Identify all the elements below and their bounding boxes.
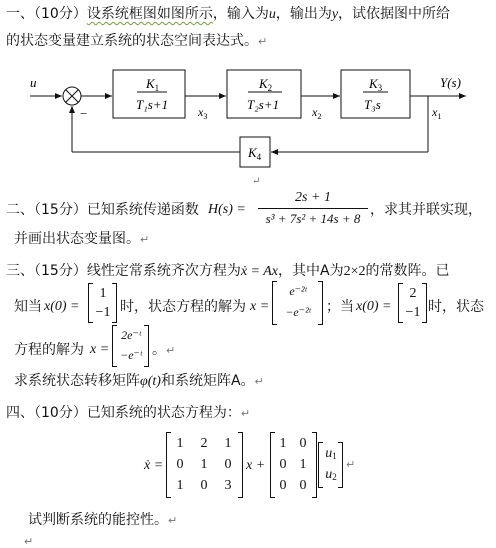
a13: 1 — [224, 436, 232, 451]
return-mark-icon: ↵ — [258, 35, 268, 48]
minus-sign: − — [80, 106, 88, 121]
x1-label: $x_1$ — [432, 105, 442, 121]
a12: 2 — [200, 436, 208, 451]
return-mark-icon: ↵ — [346, 458, 356, 471]
q2-tail: ，求其并联实现， — [370, 202, 482, 218]
block1-den: T₁s+1 — [136, 97, 169, 112]
a23: 0 — [224, 457, 232, 472]
a32: 0 — [200, 478, 208, 493]
b22: 1 — [299, 457, 307, 472]
x3-label: $x_3$ — [198, 105, 208, 121]
q3-x0-bot: −1 — [95, 305, 111, 320]
q3-x0b-top: 2 — [409, 286, 417, 301]
q2-line2 — [14, 232, 149, 246]
q1-text: ，输入为 — [212, 6, 269, 22]
q3-period: 。 — [152, 342, 166, 358]
q1-line1 — [6, 7, 450, 22]
a33: 3 — [224, 478, 232, 493]
q1-number: 一、（10分） — [6, 6, 87, 22]
return-mark-icon: ↵ — [168, 514, 178, 527]
q1-y: y — [331, 7, 339, 22]
q3-x0b: x(0) = — [356, 299, 392, 314]
u1-symbol: u — [325, 446, 333, 461]
return-mark-icon: ↵ — [166, 344, 176, 357]
q3-line1 — [6, 264, 450, 279]
q2-H: H(s) = — [208, 202, 246, 217]
feedback-gain: $K_4$ — [248, 145, 262, 162]
q2-line2-text: 并画出状态变量图。 — [14, 231, 140, 247]
q3-semi: ；当 — [326, 299, 354, 315]
return-mark-icon: ↵ — [24, 535, 34, 548]
q3-line4-text: 求系统状态转移矩阵 — [14, 373, 140, 389]
u2-symbol: u — [325, 467, 333, 482]
b32: 0 — [299, 478, 307, 493]
block3-num: $K_3$ — [369, 76, 383, 93]
q3-x0: x(0) = — [44, 299, 80, 314]
output-label: Y(s) — [440, 75, 461, 90]
q4-xdot: ẋ = — [144, 458, 164, 473]
q3-dim: 2×2 — [343, 264, 366, 279]
matrix-bracket-right — [144, 325, 149, 367]
b31: 0 — [279, 478, 287, 493]
q2-text: 二、（15分）已知系统传递函数 — [6, 202, 199, 218]
q1-text-2: ，输出为 — [275, 6, 332, 22]
q3-text: 三、（15分）线性定常系统齐次方程为 — [6, 263, 241, 279]
matrix-bracket-right — [112, 283, 117, 323]
q2-numerator: 2s + 1 — [295, 190, 331, 205]
q1-u: u — [268, 7, 276, 22]
a22: 1 — [200, 457, 208, 472]
q4-text: 四、（10分）已知系统的状态方程为： — [6, 405, 241, 421]
q2-line1 — [6, 203, 199, 217]
q3-sol1-bot: −e⁻²ᵗ — [285, 305, 311, 319]
a11: 1 — [176, 436, 184, 451]
input-label: u — [30, 75, 37, 90]
q1-text-3: ，试依据图中所给 — [338, 6, 451, 22]
return-mark-icon: ↵ — [252, 176, 261, 187]
a31: 1 — [176, 478, 184, 493]
q3-x0b-bot: −1 — [405, 305, 421, 320]
q3-x0-top: 1 — [99, 286, 107, 301]
q4-last-line — [28, 513, 177, 527]
q3-xeq: x = — [250, 299, 270, 314]
b12: 0 — [299, 436, 307, 451]
q3-line4 — [14, 374, 264, 389]
q3-text-3: 的常数阵。已 — [365, 263, 450, 279]
u2-sub: 2 — [332, 472, 337, 482]
a21: 0 — [176, 457, 184, 472]
q3-xeq2: x = — [90, 342, 110, 357]
q3-line2c: 时，状态 — [428, 299, 484, 315]
matrix-bracket-right — [338, 442, 343, 488]
b21: 0 — [279, 457, 287, 472]
matrix-bracket-right — [422, 283, 427, 323]
q2-fraction — [258, 191, 368, 225]
matrix-bracket-right — [238, 432, 243, 498]
q4-line1 — [6, 406, 250, 420]
block-diagram — [0, 60, 496, 190]
q3-sol2-top: 2e⁻ᵗ — [121, 328, 141, 342]
q3-line2b: 时，状态方程的解为 — [120, 299, 246, 315]
q1-line2 — [6, 34, 267, 48]
block2-den: T₂s+1 — [247, 97, 280, 112]
q3-line3a: 方程的解为 — [14, 342, 84, 358]
return-mark-icon: ↵ — [140, 233, 150, 246]
q3-sol1-top: e⁻²ᵗ — [289, 284, 307, 298]
q3-sol2-bot: −e⁻ᵗ — [120, 348, 142, 362]
matrix-bracket-right — [318, 281, 323, 325]
x2-label: $x_2$ — [312, 105, 322, 121]
q1-underlined-text: 设系统框图如图所示 — [86, 6, 213, 22]
return-mark-icon: ↵ — [254, 375, 264, 388]
q3-equation: ẋ = Ax — [240, 264, 279, 279]
q3-phi: φ(t) — [140, 374, 161, 389]
b11: 1 — [279, 436, 287, 451]
block1-num: $K_1$ — [146, 76, 160, 93]
block3-den: T₃s — [364, 97, 381, 112]
q4-last-text: 试判断系统的能控性。 — [28, 512, 168, 528]
q2-denominator: s³ + 7s² + 14s + 8 — [265, 211, 361, 226]
return-mark-icon: ↵ — [240, 407, 251, 420]
q3-line4-tail: 和系统矩阵A。 — [160, 373, 255, 389]
q3-line2a: 知当 — [14, 299, 42, 315]
q3-line3b — [152, 343, 175, 357]
block2-num: $K_2$ — [259, 76, 273, 93]
u1-sub: 1 — [332, 451, 337, 461]
q1-line2-text: 的状态变量建立系统的状态空间表达式。 — [6, 33, 258, 49]
matrix-bracket-right — [312, 432, 317, 498]
summing-junction — [63, 87, 81, 105]
q3-text-2: ，其中A为 — [278, 263, 344, 279]
q4-xplus: x + — [246, 458, 266, 473]
